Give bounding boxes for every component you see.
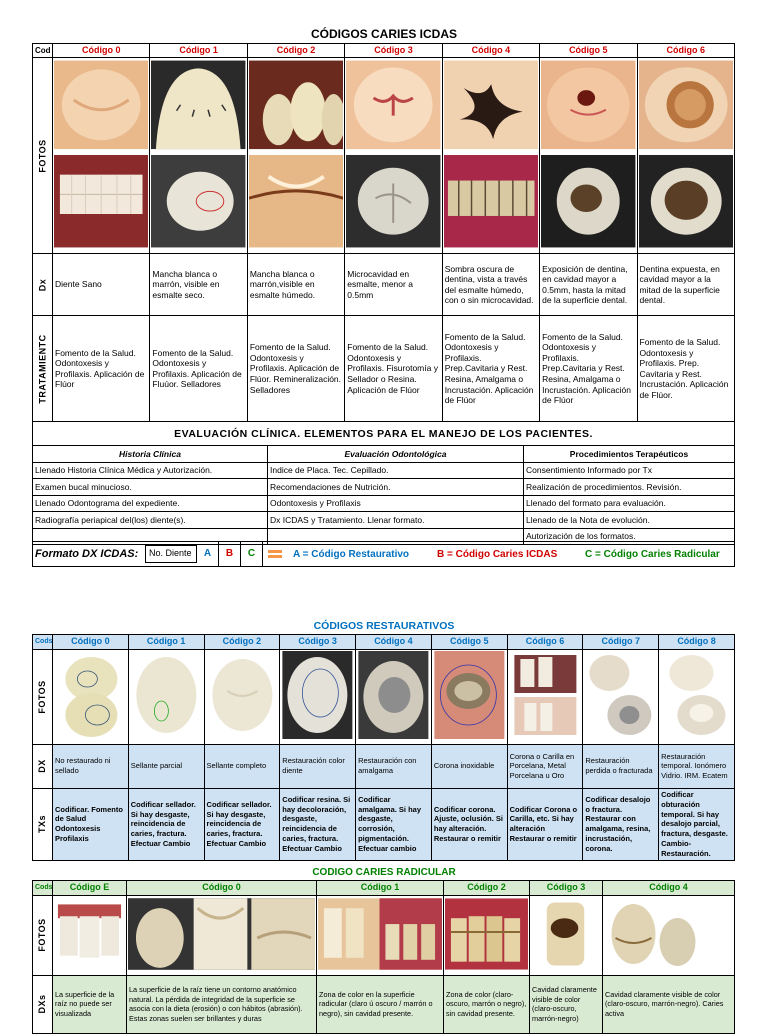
tooth-photo <box>54 898 125 970</box>
radicular-photo-cell <box>317 895 444 975</box>
restaurativo-photo-cell <box>356 649 432 744</box>
icdas-code-header: Código 3 <box>345 44 442 58</box>
restaurativo-photo-cell <box>431 649 507 744</box>
tooth-photo <box>541 59 635 249</box>
icdas-photo-cell <box>345 58 442 254</box>
restaurativo-code-header: Código 4 <box>356 635 432 650</box>
evaluacion-cell: Radiografía periapical del(los) diente(s). <box>33 512 268 529</box>
evaluacion-cell: Dx ICDAS y Tratamiento. Llenar formato. <box>268 512 524 529</box>
evaluacion-row <box>33 462 735 479</box>
tooth-photo <box>604 898 733 970</box>
tooth-photo <box>433 651 506 739</box>
evaluacion-header: Procedimientos Terapéuticos <box>524 446 735 463</box>
dx-cell: Restauración color diente <box>280 744 356 788</box>
dx-cell: Mancha blanca o marrón,visible en esmalte húmedo. <box>247 254 344 316</box>
icdas-photo-cell <box>247 58 344 254</box>
icdas-code-header: Código 1 <box>150 44 247 58</box>
radicular-table <box>32 880 735 1034</box>
row-label-dx: Dx <box>33 254 53 316</box>
evaluacion-cell: Indice de Placa. Tec. Cepillado. <box>268 462 524 479</box>
restaurativos-title: CÓDIGOS RESTAURATIVOS <box>313 620 455 632</box>
dx-cell: Mancha blanca o marrón, visible en esmalte seco. <box>150 254 247 316</box>
tooth-photo <box>639 59 733 249</box>
dxs-cell: La superficie de la raíz no puede ser visualizada <box>53 975 127 1033</box>
icdas-code-header: Código 6 <box>637 44 734 58</box>
tooth-photo <box>206 651 279 739</box>
cods-header: Cods <box>33 881 53 896</box>
restaurativo-photo-cell <box>659 649 735 744</box>
tooth-photo <box>128 898 315 970</box>
evaluacion-cell: Realización de procedimientos. Revisión. <box>524 479 735 496</box>
cod-header: Cod <box>33 44 53 58</box>
evaluacion-cell: Odontoxesis y Profilaxis <box>268 495 524 512</box>
tratamiento-cell: Fomento de la Salud. Odontoxesis y Profilaxis. Prep.Cavitaria y Rest. Resina, Amalgama o Incrustación. Aplicación de Flúor <box>442 316 539 422</box>
dx-cell: Microcavidad en esmalte, menor a 0.5mm <box>345 254 442 316</box>
icdas-photo-cell <box>53 58 150 254</box>
txs-cell: Codificar corona. Ajuste, oclusión. Si hay alteración. Restaurar o remitir <box>431 788 507 860</box>
restaurativo-photo-cell <box>204 649 280 744</box>
radicular-photo-cell <box>444 895 530 975</box>
txs-cell: Codificar amalgama. Si hay desgaste, corrosión, pigmentación. Efectuar cambio <box>356 788 432 860</box>
radicular-photo-cell <box>603 895 735 975</box>
restaurativo-code-header: Código 2 <box>204 635 280 650</box>
icdas-photo-cell <box>540 58 637 254</box>
evaluacion-cell: Examen bucal minucioso. <box>33 479 268 496</box>
radicular-code-header: Código 3 <box>530 881 603 896</box>
dx-cell: Restauración con amalgama <box>356 744 432 788</box>
row-label-dx: DX <box>33 744 53 788</box>
txs-cell: Codificar sellador. Si hay desgaste, reincidencia de caries, fractura. Efectuar Cambio <box>204 788 280 860</box>
radicular-code-header: Código 4 <box>603 881 735 896</box>
radicular-header-row <box>33 881 735 896</box>
radicular-photo-cell <box>127 895 317 975</box>
restaurativo-photo-cell <box>53 649 129 744</box>
row-label-tratamiento: TRATAMIENTC <box>33 316 53 422</box>
tooth-photo <box>54 651 127 739</box>
tooth-photo <box>54 59 148 249</box>
dx-cell: Sellante completo <box>204 744 280 788</box>
restaurativos-header-row <box>33 635 735 650</box>
legend-a: A = Código Restaurativo <box>293 548 410 560</box>
formato-dx-bar <box>32 541 735 567</box>
restaurativo-photo-cell <box>128 649 204 744</box>
dx-cell: Diente Sano <box>53 254 150 316</box>
restaurativo-code-header: Código 7 <box>583 635 659 650</box>
evaluacion-title: EVALUACIÓN CLÍNICA. ELEMENTOS PARA EL MANEJO DE LOS PACIENTES. <box>33 422 735 446</box>
tratamiento-cell: Fomento de la Salud. Odontoxesis y Profilaxis. Fisurotomía y Sellador o Resina. Aplicación de Flúor <box>345 316 442 422</box>
dx-cell: Sellante parcial <box>128 744 204 788</box>
radicular-code-header: Código 0 <box>127 881 317 896</box>
tratamiento-cell: Fomento de la Salud. Odontoxesis y Profilaxis. Prep.Cavitaria y Rest. Resina, Amalgama o Incrustación. Aplicación de Flúor <box>540 316 637 422</box>
tratamiento-cell: Fomento de la Salud. Odontoxesis y Profilaxis. Aplicación de Flúor. Remineralización. Selladores <box>247 316 344 422</box>
evaluacion-cell: Recomendaciones de Nutrición. <box>268 479 524 496</box>
tooth-photo <box>357 651 430 739</box>
txs-cell: Codificar obturación temporal. Si hay desalojo parcial, fractura, desgaste. Cambio-Restauración. <box>659 788 735 860</box>
icdas-title: CÓDIGOS CARIES ICDAS <box>310 27 457 41</box>
row-label-txs: TXs <box>33 788 53 860</box>
evaluacion-cell: Llenado de la Nota de evolución. <box>524 512 735 529</box>
radicular-code-header: Código 2 <box>444 881 530 896</box>
code-a-box: A <box>197 542 219 566</box>
code-b-box: B <box>219 542 241 566</box>
radicular-photo-cell <box>530 895 603 975</box>
tooth-photo <box>318 898 442 970</box>
tooth-photo <box>660 651 733 739</box>
restaurativo-code-header: Código 6 <box>507 635 583 650</box>
tooth-photo <box>509 651 582 739</box>
tooth-photo <box>531 898 601 970</box>
dx-cell: Restauración perdida o fracturada <box>583 744 659 788</box>
evaluacion-cell: Llenado Historia Clínica Médica y Autorización. <box>33 462 268 479</box>
dxs-cell: Zona de color (claro-oscuro, marrón o negro), sin cavidad presente. <box>444 975 530 1033</box>
restaurativos-dx-row <box>33 744 735 788</box>
no-diente-box: No. Diente <box>145 545 197 563</box>
txs-cell: Codificar sellador. Si hay desgaste, reincidencia de caries, fractura. Efectuar Cambio <box>128 788 204 860</box>
legend-c: C = Código Caries Radicular <box>585 548 720 560</box>
formato-label: Formato DX ICDAS: <box>35 548 139 560</box>
restaurativo-photo-cell <box>507 649 583 744</box>
evaluacion-row <box>33 512 735 529</box>
radicular-dxs-row <box>33 975 735 1033</box>
row-label-dxs: DXs <box>33 975 53 1033</box>
evaluacion-row <box>33 479 735 496</box>
radicular-photo-row <box>33 895 735 975</box>
restaurativo-code-header: Código 3 <box>280 635 356 650</box>
icdas-photo-cell <box>150 58 247 254</box>
restaurativo-photo-cell <box>583 649 659 744</box>
dx-cell: Corona inoxidable <box>431 744 507 788</box>
icdas-header-row <box>33 44 735 58</box>
restaurativo-code-header: Código 8 <box>659 635 735 650</box>
dx-cell: Sombra oscura de dentina, vista a través del esmalte húmedo, con o sin microcavidad. <box>442 254 539 316</box>
tratamiento-cell: Fomento de la Salud. Odontoxesis y Profilaxis. Aplicación de Fluúor. Selladores <box>150 316 247 422</box>
tooth-photo <box>151 59 245 249</box>
restaurativo-photo-cell <box>280 649 356 744</box>
txs-cell: Codificar resina. Si hay decoloración, desgaste, reincidencia de caries, fractura. Efectuar Cambio <box>280 788 356 860</box>
code-c-box: C <box>241 542 263 566</box>
icdas-tratamiento-row <box>33 316 735 422</box>
tooth-photo <box>444 59 538 249</box>
dxs-cell: Cavidad claramente visible de color (claro-oscuro, marrón-negro) <box>530 975 603 1033</box>
evaluacion-row <box>33 495 735 512</box>
radicular-photo-cell <box>53 895 127 975</box>
dx-cell: Exposición de dentina, en cavidad mayor a 0.5mm, hasta la mitad de la superficie dental. <box>540 254 637 316</box>
restaurativo-code-header: Código 5 <box>431 635 507 650</box>
icdas-dx-row <box>33 254 735 316</box>
tratamiento-cell: Fomento de la Salud. Odontoxesis y Profilaxis. Prep. Cavitaria y Rest. Incrustación. Aplicación de Flúor. <box>637 316 734 422</box>
radicular-code-header: Código 1 <box>317 881 444 896</box>
icdas-photo-cell <box>442 58 539 254</box>
txs-cell: Codificar Corona o Carilla, etc. Si hay alteración Restaurar o remitir <box>507 788 583 860</box>
restaurativos-table <box>32 634 735 861</box>
row-label-fotos: FOTOS <box>33 649 53 744</box>
icdas-code-header: Código 5 <box>540 44 637 58</box>
icdas-table <box>32 43 735 422</box>
legend-b: B = Código Caries ICDAS <box>437 548 558 560</box>
tooth-photo <box>346 59 440 249</box>
evaluacion-header-row <box>33 446 735 463</box>
dx-cell: Dentina expuesta, en cavidad mayor a la mitad de la superficie dental. <box>637 254 734 316</box>
tooth-photo <box>445 898 528 970</box>
evaluacion-cell: Consentimiento Informado por Tx <box>524 462 735 479</box>
icdas-code-header: Código 0 <box>53 44 150 58</box>
dx-cell: Corona o Carilla en Porcelana, Metal Porcelana u Oro <box>507 744 583 788</box>
evaluacion-cell: Llenado Odontograma del expediente. <box>33 495 268 512</box>
row-label-fotos: FOTOS <box>33 58 53 254</box>
radicular-title: CODIGO CARIES RADICULAR <box>312 867 456 878</box>
evaluacion-table <box>32 421 735 545</box>
cods-header: Cods <box>33 635 53 650</box>
restaurativo-code-header: Código 0 <box>53 635 129 650</box>
tratamiento-cell: Fomento de la Salud. Odontoxesis y Profilaxis. Aplicación de Flúor <box>53 316 150 422</box>
dxs-cell: Cavidad claramente visible de color (claro-oscuro, marrón-negro). Caries activa <box>603 975 735 1033</box>
tooth-photo <box>249 59 343 249</box>
evaluacion-cell: Llenado del formato para evaluación. <box>524 495 735 512</box>
restaurativo-code-header: Código 1 <box>128 635 204 650</box>
txs-cell: Codificar. Fomento de Salud Odontoxesis Profilaxis <box>53 788 129 860</box>
dxs-cell: La superficie de la raíz tiene un contorno anatómico natural. La pérdida de integridad de la superficie se asocia con la dieta (erosión) o con hábitos (abrasión). Estas zonas suelen ser brillantes y duras <box>127 975 317 1033</box>
row-label-fotos: FOTOS <box>33 895 53 975</box>
icdas-photo-cell <box>637 58 734 254</box>
restaurativos-txs-row <box>33 788 735 860</box>
tooth-photo <box>584 651 657 739</box>
icdas-code-header: Código 4 <box>442 44 539 58</box>
evaluacion-header: Evaluación Odontológica <box>268 446 524 463</box>
tooth-photo <box>130 651 203 739</box>
dx-cell: No restaurado ni sellado <box>53 744 129 788</box>
icdas-code-header: Código 2 <box>247 44 344 58</box>
evaluacion-cell: Autorización de los formatos. <box>524 528 735 545</box>
radicular-code-header: Código E <box>53 881 127 896</box>
dxs-cell: Zona de color en la superficie radicular (claro ú oscuro / marrón o negro), sin cavidad presente. <box>317 975 444 1033</box>
tooth-photo <box>281 651 354 739</box>
orange-bars-icon <box>263 542 287 566</box>
restaurativos-photo-row <box>33 649 735 744</box>
evaluacion-header: Historia Clínica <box>33 446 268 463</box>
txs-cell: Codificar desalojo o fractura. Restaurar con amalgama, resina, incrustación, corona. <box>583 788 659 860</box>
dx-cell: Restauración temporal. Ionómero Vidrio. IRM. Ecatem <box>659 744 735 788</box>
icdas-photo-row <box>33 58 735 254</box>
